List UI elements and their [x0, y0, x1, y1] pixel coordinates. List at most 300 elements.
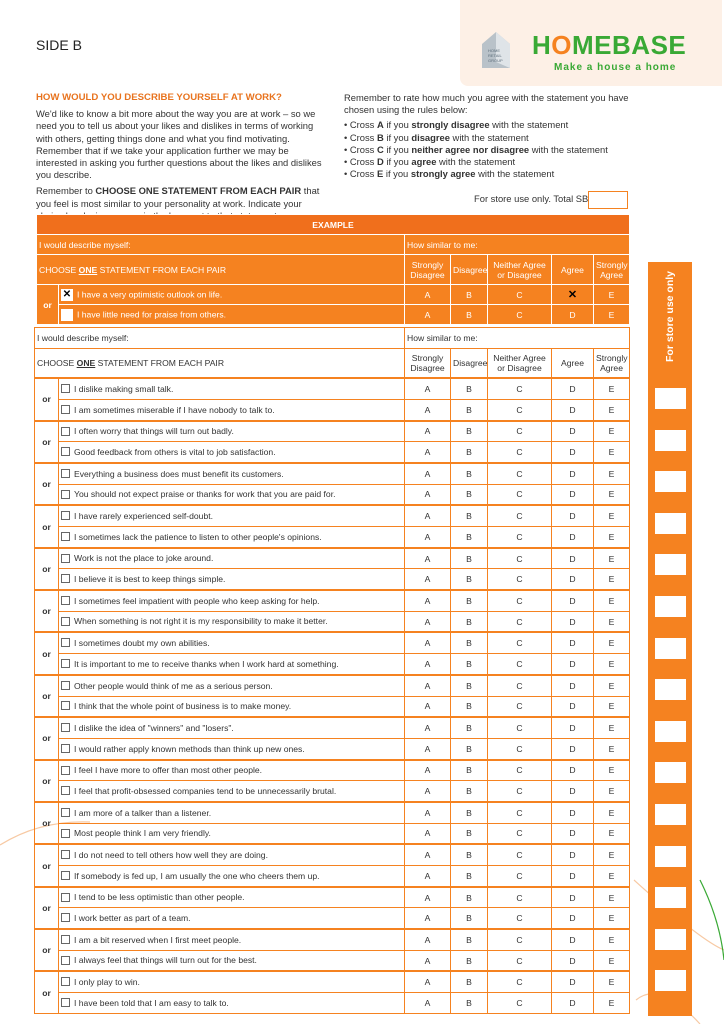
rating-option-a[interactable]: A — [405, 675, 451, 696]
intro-heading: HOW WOULD YOU DESCRIBE YOURSELF AT WORK? — [36, 92, 282, 103]
table-row — [35, 738, 630, 759]
statement-checkbox[interactable] — [61, 681, 70, 690]
statement: I have been told that I am easy to talk to. — [59, 993, 405, 1014]
statement-checkbox[interactable] — [61, 723, 70, 732]
rating-option-c[interactable]: C — [488, 484, 552, 505]
rating-option-b[interactable]: B — [451, 781, 488, 802]
store-use-box[interactable] — [655, 762, 686, 783]
statement-checkbox[interactable] — [61, 384, 70, 393]
rating-option-a[interactable]: A — [405, 908, 451, 929]
statement-checkbox[interactable] — [61, 574, 70, 583]
table-row — [35, 548, 630, 569]
statement: I feel I have more to offer than most other people. — [59, 760, 405, 781]
rating-option-a[interactable]: A — [405, 760, 451, 781]
rating-option-c[interactable]: C — [488, 505, 552, 526]
rating-option-c[interactable]: C — [488, 971, 552, 992]
rating-option-c[interactable]: C — [488, 844, 552, 865]
rating-option-a[interactable]: A — [405, 993, 451, 1014]
store-use-box[interactable] — [655, 430, 686, 451]
statement-checkbox[interactable] — [61, 829, 70, 838]
rating-option-a[interactable]: A — [405, 823, 451, 844]
example-rating-a: A — [405, 285, 451, 305]
rating-option-c[interactable]: C — [488, 548, 552, 569]
rating-option-b[interactable]: B — [451, 378, 488, 399]
rating-option-d[interactable]: D — [552, 421, 594, 442]
rating-option-e[interactable]: E — [594, 399, 630, 420]
or-label: or — [35, 844, 59, 886]
cross-mark-icon: ✕ — [567, 289, 578, 301]
rating-option-e[interactable]: E — [594, 675, 630, 696]
or-label: or — [35, 760, 59, 802]
rating-option-d[interactable]: D — [552, 971, 594, 992]
svg-text:HOME: HOME — [488, 48, 500, 53]
rating-option-c[interactable]: C — [488, 569, 552, 590]
or-label: or — [35, 971, 59, 1013]
example-describe-label: I would describe myself: — [37, 235, 405, 255]
statement-checkbox[interactable] — [61, 850, 70, 859]
statement: I would rather apply known methods than think up new ones. — [59, 738, 405, 759]
rating-option-a[interactable]: A — [405, 378, 451, 399]
rating-option-d[interactable]: D — [552, 463, 594, 484]
statement-checkbox[interactable] — [61, 596, 70, 605]
rating-option-a[interactable]: A — [405, 421, 451, 442]
rating-option-c[interactable]: C — [488, 738, 552, 759]
rating-option-b[interactable]: B — [451, 505, 488, 526]
rating-option-c[interactable]: C — [488, 717, 552, 738]
rating-option-e[interactable]: E — [594, 993, 630, 1014]
table-row — [35, 632, 630, 653]
rating-option-d[interactable]: D — [552, 993, 594, 1014]
store-use-box[interactable] — [655, 554, 686, 575]
rating-option-b[interactable]: B — [451, 844, 488, 865]
store-use-box[interactable] — [655, 471, 686, 492]
rule-item: • Cross E if you strongly agree with the statement — [344, 168, 634, 180]
rating-option-b[interactable]: B — [451, 717, 488, 738]
rating-option-c[interactable]: C — [488, 527, 552, 548]
rating-option-c[interactable]: C — [488, 950, 552, 971]
example-rating-e: E — [594, 285, 630, 305]
rating-option-e[interactable]: E — [594, 654, 630, 675]
rating-option-a[interactable]: A — [405, 950, 451, 971]
example-scale-agree: Agree — [552, 255, 594, 285]
example-rating-d: D — [552, 305, 594, 325]
example-scale-strongly-disagree: Strongly Disagree — [405, 255, 451, 285]
statement: I dislike the idea of "winners" and "losers". — [59, 717, 405, 738]
rating-option-d[interactable]: D — [552, 378, 594, 399]
similar-label: How similar to me: — [405, 328, 630, 349]
table-row — [35, 971, 630, 992]
rating-option-c[interactable]: C — [488, 442, 552, 463]
rating-option-c[interactable]: C — [488, 632, 552, 653]
statement-checkbox[interactable] — [61, 808, 70, 817]
rating-option-a[interactable]: A — [405, 484, 451, 505]
store-use-box[interactable] — [655, 887, 686, 908]
rating-option-e[interactable]: E — [594, 442, 630, 463]
statement: I always feel that things will turn out for the best. — [59, 950, 405, 971]
rating-option-a[interactable]: A — [405, 887, 451, 908]
rating-option-e[interactable]: E — [594, 929, 630, 950]
rating-option-a[interactable]: A — [405, 505, 451, 526]
rating-option-c[interactable]: C — [488, 802, 552, 823]
statement-checkbox[interactable] — [61, 638, 70, 647]
rating-option-e[interactable]: E — [594, 505, 630, 526]
table-row — [35, 527, 630, 548]
rating-option-c[interactable]: C — [488, 421, 552, 442]
statement-checkbox[interactable] — [61, 617, 70, 626]
statement: I am a bit reserved when I first meet people. — [59, 929, 405, 950]
scale-agree: Agree — [552, 348, 594, 378]
or-label: or — [35, 378, 59, 420]
choose-label: CHOOSE ONE STATEMENT FROM EACH PAIR — [35, 348, 405, 378]
rating-option-b[interactable]: B — [451, 632, 488, 653]
rating-option-b[interactable]: B — [451, 950, 488, 971]
rating-option-e[interactable]: E — [594, 823, 630, 844]
house-icon — [478, 28, 514, 72]
example-rating-d — [552, 285, 594, 305]
rating-option-c[interactable]: C — [488, 760, 552, 781]
statement: I feel that profit-obsessed companies tend to be unnecessarily brutal. — [59, 781, 405, 802]
example-choose-label: CHOOSE ONE STATEMENT FROM EACH PAIR — [37, 255, 405, 285]
intro-right — [344, 92, 634, 180]
rating-option-d[interactable]: D — [552, 548, 594, 569]
rating-option-a[interactable]: A — [405, 463, 451, 484]
example-scale-strongly-agree: Strongly Agree — [594, 255, 630, 285]
statement-checkbox[interactable] — [61, 956, 70, 965]
rating-option-a[interactable]: A — [405, 929, 451, 950]
rating-option-d[interactable]: D — [552, 802, 594, 823]
table-row — [35, 908, 630, 929]
rating-option-d[interactable]: D — [552, 929, 594, 950]
statement-checkbox[interactable] — [61, 532, 70, 541]
example-scale-neither: Neither Agree or Disagree — [488, 255, 552, 285]
rating-option-d[interactable]: D — [552, 399, 594, 420]
scale-disagree: Disagree — [451, 348, 488, 378]
rating-option-a[interactable]: A — [405, 654, 451, 675]
statement: Everything a business does must benefit its customers. — [59, 463, 405, 484]
statement-checkbox[interactable] — [61, 913, 70, 922]
rating-option-e[interactable]: E — [594, 844, 630, 865]
or-label: or — [35, 505, 59, 547]
rating-option-b[interactable]: B — [451, 823, 488, 844]
statement-checkbox[interactable] — [61, 871, 70, 880]
rating-option-e[interactable]: E — [594, 781, 630, 802]
example-rating-c: C — [488, 285, 552, 305]
rule-item: • Cross B if you disagree with the statement — [344, 132, 634, 144]
rating-option-b[interactable]: B — [451, 421, 488, 442]
statement: I dislike making small talk. — [59, 378, 405, 399]
or-label: or — [35, 632, 59, 674]
rating-option-d[interactable]: D — [552, 844, 594, 865]
rating-option-b[interactable]: B — [451, 866, 488, 887]
statement-checkbox[interactable] — [61, 554, 70, 563]
table-row — [35, 887, 630, 908]
table-row — [35, 421, 630, 442]
or-label: or — [35, 929, 59, 971]
rating-option-b[interactable]: B — [451, 908, 488, 929]
statement: I tend to be less optimistic than other people. — [59, 887, 405, 908]
rating-option-b[interactable]: B — [451, 675, 488, 696]
table-row — [35, 696, 630, 717]
rating-option-b[interactable]: B — [451, 548, 488, 569]
statement-checkbox[interactable] — [61, 659, 70, 668]
rating-option-a[interactable]: A — [405, 971, 451, 992]
rating-option-d[interactable]: D — [552, 527, 594, 548]
statement-checkbox[interactable] — [61, 405, 70, 414]
example-rating-b: B — [451, 305, 488, 325]
statement-checkbox[interactable] — [61, 786, 70, 795]
rating-option-b[interactable]: B — [451, 442, 488, 463]
rating-option-b[interactable]: B — [451, 993, 488, 1014]
rule-item: • Cross C if you neither agree nor disagree with the statement — [344, 144, 634, 156]
table-row — [35, 823, 630, 844]
rating-option-e[interactable]: E — [594, 569, 630, 590]
rating-option-e[interactable]: E — [594, 548, 630, 569]
rating-option-a[interactable]: A — [405, 696, 451, 717]
statement-checkbox[interactable] — [61, 490, 70, 499]
rating-option-c[interactable]: C — [488, 823, 552, 844]
statement: It is important to me to receive thanks when I work hard at something. — [59, 654, 405, 675]
rating-option-b[interactable]: B — [451, 929, 488, 950]
rating-option-c[interactable]: C — [488, 696, 552, 717]
rules-list — [344, 119, 634, 180]
example-similar-label: How similar to me: — [405, 235, 630, 255]
rating-option-b[interactable]: B — [451, 484, 488, 505]
rating-option-e[interactable]: E — [594, 908, 630, 929]
statement: Good feedback from others is vital to job satisfaction. — [59, 442, 405, 463]
store-total-label: For store use only. Total SB — [474, 193, 589, 204]
rating-option-e[interactable]: E — [594, 463, 630, 484]
statement-checkbox[interactable] — [61, 701, 70, 710]
statement: I sometimes doubt my own abilities. — [59, 632, 405, 653]
rating-option-d[interactable]: D — [552, 675, 594, 696]
rating-option-e[interactable]: E — [594, 421, 630, 442]
statement: I believe it is best to keep things simple. — [59, 569, 405, 590]
statement-checkbox[interactable] — [61, 744, 70, 753]
rating-option-b[interactable]: B — [451, 887, 488, 908]
rating-option-b[interactable]: B — [451, 654, 488, 675]
rating-option-d[interactable]: D — [552, 611, 594, 632]
rating-option-a[interactable]: A — [405, 527, 451, 548]
rating-option-d[interactable]: D — [552, 760, 594, 781]
intro-instruction: Remember to CHOOSE ONE STATEMENT FROM EACH PAIR that you feel is most similar to your personality at work. Indicate your — [36, 185, 320, 209]
rating-option-e[interactable]: E — [594, 950, 630, 971]
rating-option-a[interactable]: A — [405, 442, 451, 463]
rating-option-c[interactable]: C — [488, 929, 552, 950]
store-use-box[interactable] — [655, 679, 686, 700]
rating-option-e[interactable]: E — [594, 378, 630, 399]
rating-option-b[interactable]: B — [451, 399, 488, 420]
example-table — [36, 214, 630, 325]
rating-option-a[interactable]: A — [405, 569, 451, 590]
rating-option-a[interactable]: A — [405, 738, 451, 759]
scale-strongly-disagree: Strongly Disagree — [405, 348, 451, 378]
statement-checkbox[interactable] — [61, 427, 70, 436]
rating-option-d[interactable]: D — [552, 781, 594, 802]
rating-option-b[interactable]: B — [451, 463, 488, 484]
example-rating-b: B — [451, 285, 488, 305]
statement-checkbox[interactable] — [61, 511, 70, 520]
rating-option-d[interactable]: D — [552, 442, 594, 463]
rating-option-a[interactable]: A — [405, 802, 451, 823]
statement-checkbox[interactable] — [61, 998, 70, 1007]
table-row — [35, 654, 630, 675]
statement: I am sometimes miserable if I have nobody to talk to. — [59, 399, 405, 420]
statement: When something is not right it is my responsibility to make it better. — [59, 611, 405, 632]
rating-option-b[interactable]: B — [451, 738, 488, 759]
example-statement: ✕ I have a very optimistic outlook on life. — [59, 285, 405, 305]
example-checkbox: ✕ — [62, 288, 72, 300]
table-row — [35, 717, 630, 738]
store-use-box[interactable] — [655, 513, 686, 534]
rating-option-c[interactable]: C — [488, 887, 552, 908]
rating-option-d[interactable]: D — [552, 738, 594, 759]
statement-checkbox[interactable] — [61, 447, 70, 456]
or-label: or — [35, 802, 59, 844]
store-use-box[interactable] — [655, 596, 686, 617]
scale-strongly-agree: Strongly Agree — [594, 348, 630, 378]
rating-option-b[interactable]: B — [451, 590, 488, 611]
side-label: SIDE B — [36, 37, 82, 53]
rating-option-e[interactable]: E — [594, 717, 630, 738]
rating-option-e[interactable]: E — [594, 590, 630, 611]
statement: Work is not the place to joke around. — [59, 548, 405, 569]
svg-text:GROUP: GROUP — [488, 58, 503, 63]
rating-option-d[interactable]: D — [552, 696, 594, 717]
rating-option-a[interactable]: A — [405, 781, 451, 802]
table-row — [35, 950, 630, 971]
store-use-box[interactable] — [655, 846, 686, 867]
table-row — [35, 781, 630, 802]
rating-option-d[interactable]: D — [552, 654, 594, 675]
rating-option-d[interactable]: D — [552, 950, 594, 971]
example-rating-c: C — [488, 305, 552, 325]
rating-option-c[interactable]: C — [488, 675, 552, 696]
rating-option-c[interactable]: C — [488, 654, 552, 675]
intro-paragraph: We'd like to know a bit more about the way you are at work – so we need you to tell us about your likes and dislikes in terms of working with others, getting things done and what you find motivating. Remember that if we take your application further we may be interested in asking you further questions about the likes and dislikes you describe. — [36, 108, 322, 181]
rating-option-c[interactable]: C — [488, 399, 552, 420]
rating-option-e[interactable]: E — [594, 866, 630, 887]
statement-checkbox[interactable] — [61, 766, 70, 775]
rating-option-b[interactable]: B — [451, 696, 488, 717]
rating-option-b[interactable]: B — [451, 971, 488, 992]
rating-option-a[interactable]: A — [405, 590, 451, 611]
table-row — [35, 590, 630, 611]
rating-option-e[interactable]: E — [594, 484, 630, 505]
statement: I do not need to tell others how well they are doing. — [59, 844, 405, 865]
rating-option-a[interactable]: A — [405, 717, 451, 738]
statement: Most people think I am very friendly. — [59, 823, 405, 844]
rating-option-d[interactable]: D — [552, 632, 594, 653]
statement: I am more of a talker than a listener. — [59, 802, 405, 823]
statement-checkbox[interactable] — [61, 977, 70, 986]
rating-option-b[interactable]: B — [451, 802, 488, 823]
rating-option-d[interactable]: D — [552, 590, 594, 611]
rating-option-e[interactable]: E — [594, 632, 630, 653]
example-rating-e: E — [594, 305, 630, 325]
rating-option-d[interactable]: D — [552, 908, 594, 929]
rating-option-b[interactable]: B — [451, 760, 488, 781]
rating-option-a[interactable]: A — [405, 399, 451, 420]
rating-option-d[interactable]: D — [552, 887, 594, 908]
rating-option-c[interactable]: C — [488, 908, 552, 929]
questionnaire-table — [34, 327, 630, 1014]
rating-option-b[interactable]: B — [451, 569, 488, 590]
rating-option-c[interactable]: C — [488, 590, 552, 611]
table-row — [35, 866, 630, 887]
rating-option-d[interactable]: D — [552, 866, 594, 887]
statement: I only play to win. — [59, 971, 405, 992]
store-use-box[interactable] — [655, 929, 686, 950]
table-row — [35, 484, 630, 505]
rating-option-b[interactable]: B — [451, 611, 488, 632]
statement-checkbox[interactable] — [61, 469, 70, 478]
svg-text:For store use only: For store use only — [664, 270, 676, 362]
statement-checkbox[interactable] — [61, 893, 70, 902]
statement: I think that the whole point of business is to make money. — [59, 696, 405, 717]
table-row — [35, 378, 630, 399]
rating-option-d[interactable]: D — [552, 823, 594, 844]
rating-option-b[interactable]: B — [451, 527, 488, 548]
rating-option-e[interactable]: E — [594, 971, 630, 992]
intro-left — [36, 92, 328, 226]
rating-option-c[interactable]: C — [488, 866, 552, 887]
table-row — [35, 399, 630, 420]
store-use-box[interactable] — [655, 721, 686, 742]
rating-option-e[interactable]: E — [594, 760, 630, 781]
rating-option-d[interactable]: D — [552, 484, 594, 505]
rating-option-e[interactable]: E — [594, 696, 630, 717]
rating-option-e[interactable]: E — [594, 887, 630, 908]
table-row — [35, 844, 630, 865]
rating-option-c[interactable]: C — [488, 993, 552, 1014]
example-title: EXAMPLE — [37, 215, 630, 235]
example-statement: I have little need for praise from others. — [59, 305, 405, 325]
store-use-box[interactable] — [655, 804, 686, 825]
table-row — [35, 569, 630, 590]
rating-option-e[interactable]: E — [594, 738, 630, 759]
rating-option-d[interactable]: D — [552, 717, 594, 738]
rating-option-d[interactable]: D — [552, 505, 594, 526]
rating-option-a[interactable]: A — [405, 632, 451, 653]
store-total-box[interactable] — [588, 191, 628, 209]
statement: I work better as part of a team. — [59, 908, 405, 929]
rating-option-a[interactable]: A — [405, 548, 451, 569]
store-use-box[interactable] — [655, 638, 686, 659]
rating-option-e[interactable]: E — [594, 802, 630, 823]
rule-item: • Cross D if you agree with the statement — [344, 156, 634, 168]
store-use-box[interactable] — [655, 970, 686, 991]
rating-option-e[interactable]: E — [594, 527, 630, 548]
rating-option-c[interactable]: C — [488, 378, 552, 399]
rating-option-a[interactable]: A — [405, 866, 451, 887]
rating-option-c[interactable]: C — [488, 781, 552, 802]
store-use-box[interactable] — [655, 388, 686, 409]
rating-option-a[interactable]: A — [405, 844, 451, 865]
or-label: or — [35, 675, 59, 717]
rating-option-d[interactable]: D — [552, 569, 594, 590]
rule-item: • Cross A if you strongly disagree with the statement — [344, 119, 634, 131]
statement: I have rarely experienced self-doubt. — [59, 505, 405, 526]
rating-option-e[interactable]: E — [594, 611, 630, 632]
statement: I sometimes feel impatient with people who keep asking for help. — [59, 590, 405, 611]
table-row — [35, 760, 630, 781]
table-row — [35, 463, 630, 484]
statement-checkbox[interactable] — [61, 935, 70, 944]
rating-option-c[interactable]: C — [488, 611, 552, 632]
table-row — [35, 675, 630, 696]
rating-option-c[interactable]: C — [488, 463, 552, 484]
rating-option-a[interactable]: A — [405, 611, 451, 632]
